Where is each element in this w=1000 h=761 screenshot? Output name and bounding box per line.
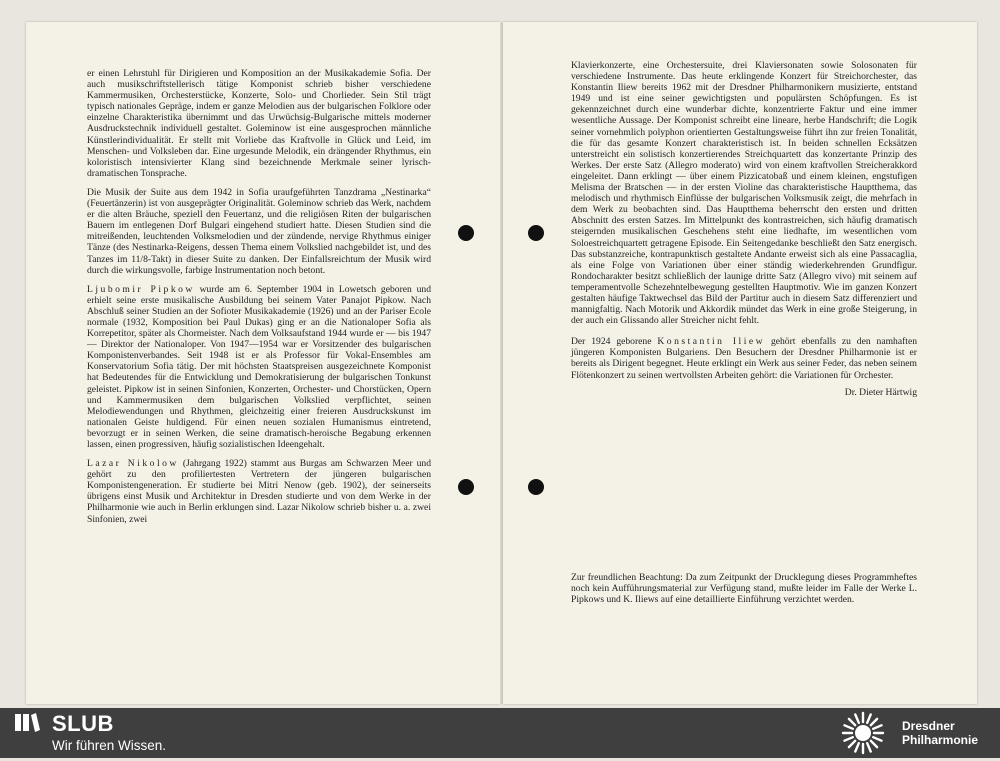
name-nikolow: Lazar Nikolow	[87, 458, 179, 470]
pipkow-text: wurde am 6. September 1904 in Lowetsch geboren und erhielt seine erste musikalische Ausbildung bei seinem Vater Panajot Pipkow. Nach Abschluß seiner Studien an der Sofioter Musikakademie (1926) und an der Pariser Ecole normale (1932, Komposition bei Paul Dukas) ging er an die Nationaloper Sofia als Korrepetitor, später als Chormeister. Nach dem Volksaufstand 1944 wurde er — bis 1947 — Direktor der Nationaloper. Von 1947—1954 war er Vorsitzender des bulgarischen Komponistenverbandes. Seit 1948 ist er als Professor für Vokal-Ensembles am Konservatorium Sofia tätig. Der mit höchsten Staatspreisen ausgezeichnete Komponist hat Bedeutendes für die Entwicklung und Demokratisierung der bulgarischen Tonkunst geleistet. Pipkow ist in seinen Sinfonien, Konzerten, Orchester- und Chorstücken, Opern und Kammermusiken dem bulgarischen Volkslied verpflichtet, seinen Melodiewendungen und Rhythmen, gleichzeitig einer freieren Ausdruckskunst im nationalen Geiste huldigend. Für einen neuen sozialen Humanismus eintretend, bevorzugt er in seinen Werken, die seine dramatisch-heroische Begabung erkennen lassen, einen progressiven, häufig sozialistischen Ideengehalt.	[87, 283, 431, 450]
name-pipkow: Ljubomir Pipkow	[87, 283, 195, 295]
paragraph-iliew	[571, 336, 917, 380]
slub-logo-text[interactable]: SLUB	[52, 711, 114, 736]
paragraph-nestinarka: Die Musik der Suite aus dem 1942 in Sofia uraufgeführten Tanzdrama „Nestinarka“ (Feuertänzerin) ist von ausgeprägter Originalität. Goleminow schrieb das Werk, nachdem er die alten Bräuche, speziell den Feuertanz, und die religiösen Riten der bulgarischen Bauern im entlegenen Dorf Bulgari eingehend studiert hatte. Diesen Studien sind die mitreißenden, leuchtenden Volksmelodien und der zündende, nervige Rhythmus einiger Tänze (des Nestinarka-Reigens, dessen Thema einem Volkslied nachgebildet ist, und des Tanzes im 11/8-Takt) in dieser Suite zu danken. Der Einfallsreichtum der Musik wird durch die wirkungsvolle, farbige Instrumentation noch betont.	[87, 186, 431, 276]
iliew-text: gehört ebenfalls zu den namhaften jüngeren Komponisten Bulgariens. Den Besuchern der Dresdner Philharmonie ist er bereits als Dirigent begegnet. Heute erklingt ein Werk aus seiner Feder, das neben seinem Flötenkonzert zu seinen wertvollsten Arbeiten gehört: die Variationen für Orchester.	[571, 336, 918, 381]
punch-hole-top-right	[528, 225, 544, 241]
paragraph-goleminow-style: er einen Lehrstuhl für Dirigieren und Komposition an der Musikakademie Sofia. Der auch musikschriftstellerisch tätige Komponist schrieb bisher verschiedene Kammermusiken, Orchesterstücke, Konzerte, Solo- und Chorlieder. Sein Stil trägt typisch nationales Gepräge, indem er ganze Melodien aus der bulgarischen Folklore oder einzelne Charakteristika übernimmt und das Urwüchsig-Bulgarische mittels moderner Ausdruckstechnik individuell gestaltet. Goleminow ist eine ausgesprochen männliche Künstlerindividualität. Er stellt mit Vorliebe das Kraftvolle in Glück und Leid, im Menschen- und Volksleben dar. Eine urgesunde Melodik, ein drängender Rhythmus, ein koloristisch intensivierter Klang sind bezeichnende Merkmale seiner lyrisch-dramatischen Tonsprache.	[87, 68, 431, 179]
slub-book-icon[interactable]	[14, 711, 40, 733]
name-iliew: Konstantin Iliew	[657, 336, 766, 348]
paragraph-pipkow	[87, 284, 431, 450]
right-text-column	[571, 60, 917, 398]
iliew-intro: Der 1924 geborene	[571, 336, 658, 348]
paragraph-concerto: Klavierkonzerte, eine Orchestersuite, drei Klaviersonaten sowie Solosonaten für verschiedene Instrumente. Das heute erklingende Konzert für Streichorchester, das Konstantin Iliew bereits 1962 mit der Dresdner Philharmonikern musizierte, entstand 1949 und ist eine seiner gewichtigsten und populärsten Schöpfungen. Es ist gekennzeichnet durch eine wunderbar dichte, konzentrierte Faktur und eine immer wesentliche Aussage. Der Komponist schreibt eine lineare, herbe Handschrift; die Logik seiner vornehmlich polyphon orientierten Gestaltungsweise führt ihn zur freien Tonalität, die für das gesamte Konzert charakteristisch ist. In beiden schnellen Ecksätzen unterstreicht ein solistisch konzertierendes Streichquartett das konzertante Prinzip des Werkes. Der erste Satz (Allegro moderato) wird von einem kraftvollen Streicherakkord eingeleitet. Dann erklingt — über einem Pizzicatobaß und einem kleinen, engstufigen Melisma der Bratschen — in der ersten Violine das charakteristische Hauptthema, das melodisch und rhythmisch Einflüsse der bulgarischen Volksmusik zeigt, die mehrfach in dem Werk zu beobachten sind. Das Hauptthema beherrscht den ersten und dritten Abschnitt des ersten Satzes. Im Mittelpunkt des kontrastreichen, sich häufig dramatisch steigernden musikalischen Geschehens steht eine liedhafte, im wesentlichen vom Soloestreichquartett getragene Episode. Ein Seitengedanke beschließt den Satz energisch. Das substanzreiche, kontrapunktisch gestaltete Andante erweist sich als eine Passacaglia, als eine Folge von Variationen über einer ständig wiederkehrenden Grundfigur. Rondocharakter besitzt schließlich der launige dritte Satz (Allegro vivo) mit seinem auf temperamentvolle Schezehntelbewegung gestellten Hauptmotiv. Wie im ganzen Konzert gestalten häufige Taktwechsel das Bild der Partitur auch in diesem Satz differenziert und mannigfaltig. Nach Motorik und Akkordik mündet das Werk in eine große Steigerung, in der auch ein Glissando aller Streicher nicht fehlt.	[571, 60, 917, 327]
dresdner-philharmonie-logo-text[interactable]	[902, 719, 978, 747]
partner-name-line-1: Dresdner	[902, 719, 955, 733]
punch-hole-top-left	[458, 225, 474, 241]
punch-hole-bottom-right	[528, 479, 544, 495]
paragraph-nikolow	[87, 458, 431, 525]
left-text-column	[87, 68, 431, 533]
nikolow-text: (Jahrgang 1922) stammt aus Burgas am Schwarzen Meer und gehört zu den profiliertesten Vertretern der jüngeren bulgarischen Komponistengeneration. Er studierte bei Mitri Nenow (geb. 1902), der seinerseits übrigens einst Musik und Architektur in Dresden studierte und von dem Werke in der Philharmonie wie auch in Berlin erklungen sind. Lazar Nikolow schrieb bisher u. a. zwei Sinfonien, zwei	[87, 458, 431, 525]
partner-name-line-2: Philharmonie	[902, 733, 979, 747]
notice-text: Zur freundlichen Beachtung: Da zum Zeitpunkt der Drucklegung dieses Programmheftes noch kein Aufführungsmaterial zur Verfügung stand, mußte leider im Falle der Werke L. Pipkows und K. Iliews auf eine detaillierte Einführung verzichtet werden.	[571, 572, 917, 606]
dresdner-philharmonie-sun-icon[interactable]	[840, 710, 886, 756]
notice-box	[571, 572, 917, 613]
punch-hole-bottom-left	[458, 479, 474, 495]
slub-tagline: Wir führen Wissen.	[52, 738, 167, 753]
author-signature: Dr. Dieter Härtwig	[844, 386, 917, 398]
